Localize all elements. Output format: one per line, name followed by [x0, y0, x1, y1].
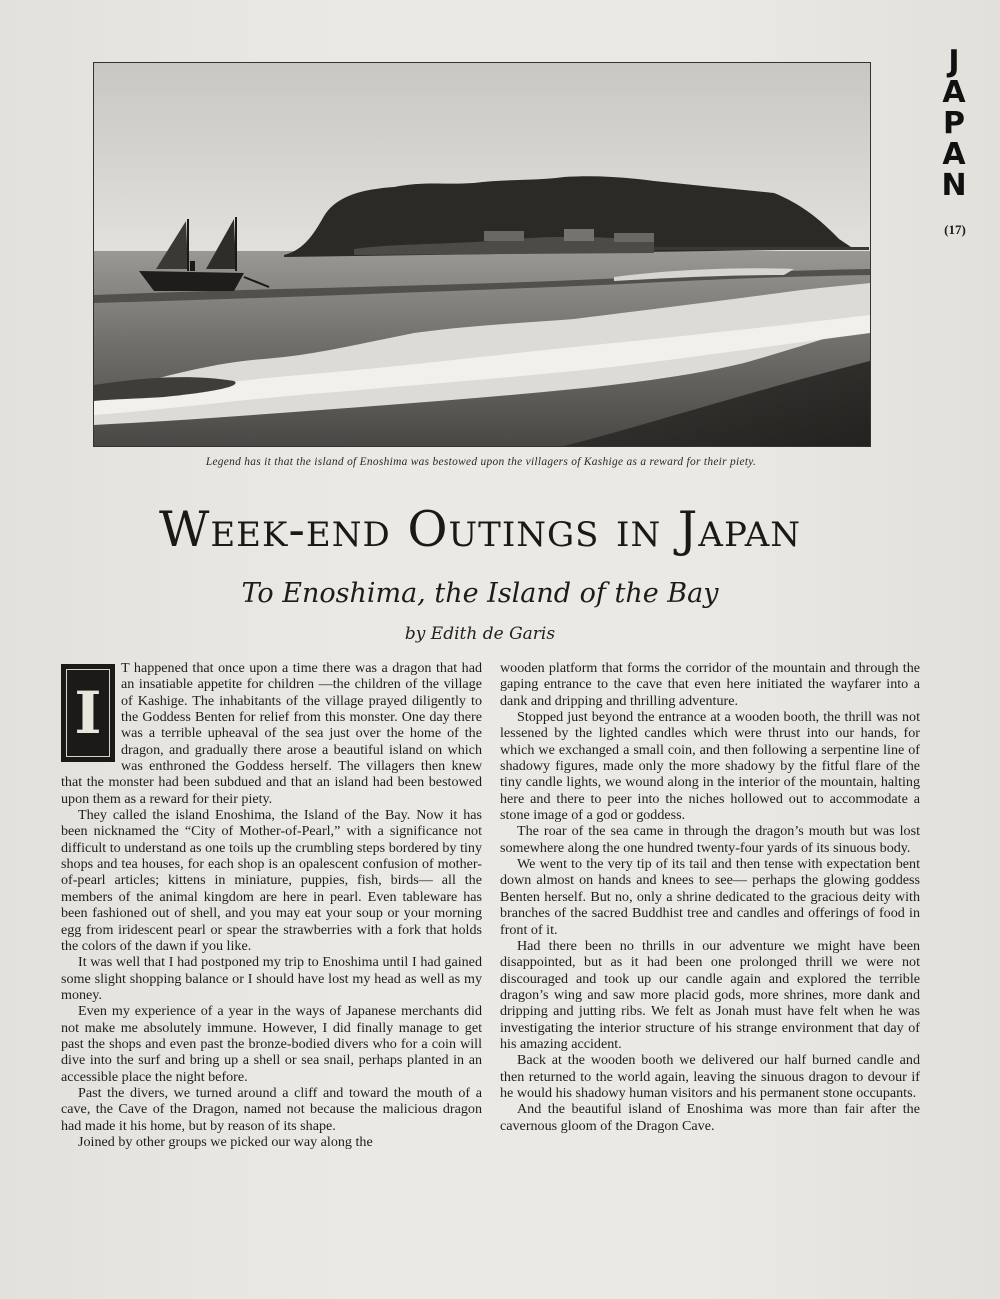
paragraph: Past the divers, we turned around a cliff and toward the mouth of a cave, the Cave of the Dragon, named not because the malicious dragon had made it his home, but by reason of its shape.: [61, 1084, 482, 1134]
paragraph: Back at the wooden booth we delivered our half burned candle and then returned to the world again, leaving the sinuous dragon to devour if he would his shadowy human visitors and his permanent stone occupants.: [500, 1052, 920, 1101]
paragraph: Stopped just beyond the entrance at a wooden booth, the thrill was not lessened by the lighted candles which were thrust into our hands, for which we exchanged a small coin, and then following a serpentine line of shadowy figures, made only the more shadowy by the fitful flare of the tiny candle lights, we wound along in the interior of the mountain, halting here and there to peer into the niches hollowed out to accommodate a stone image of a god or goddess.: [500, 709, 920, 824]
article-column-left: [61, 660, 482, 1150]
section-letter: N: [941, 168, 967, 203]
enoshima-photo: [93, 62, 871, 447]
article-column-right: [500, 660, 920, 1134]
paragraph: Even my experience of a year in the ways of Japanese merchants did not make me absolutely immune. However, I did finally manage to get past the shops and even past the bronze-bodied divers who for a coin will dive into the surf and bring up a shell or sea snail, perhaps planted in an accessible place the night before.: [61, 1003, 482, 1085]
paragraph: wooden platform that forms the corridor of the mountain and through the gaping entrance to the cave that even here initiated the wayfarer into a dank and dripping and thrilling adventure.: [500, 660, 920, 709]
section-letter: A: [942, 75, 966, 110]
paragraph: It was well that I had postponed my trip to Enoshima until I had gained some slight shopping balance or I should have lost my head as well as my money.: [61, 954, 482, 1003]
article-subtitle: To Enoshima, the Island of the Bay: [241, 578, 719, 609]
paragraph: And the beautiful island of Enoshima was more than fair after the cavernous gloom of the Dragon Cave.: [500, 1101, 920, 1134]
section-letter: J: [948, 44, 960, 79]
drop-cap-letter: I: [66, 669, 110, 757]
article-title: Week-end Outings in Japan: [158, 501, 802, 558]
paragraph: The roar of the sea came in through the dragon’s mouth but was lost somewhere along the one hundred twenty-four yards of its sinuous body.: [500, 823, 920, 856]
section-letter: P: [943, 106, 965, 141]
section-header-japan: [936, 46, 972, 201]
paragraph: Joined by other groups we picked our way along the: [78, 1133, 373, 1150]
photo-caption: Legend has it that the island of Enoshima was bestowed upon the villagers of Kashige as a reward for their piety.: [205, 456, 757, 468]
paragraph: We went to the very tip of its tail and then tense with expectation bent down almost on hands and knees to see— perhaps the glowing goddess Benten herself. But no, only a shrine dedicated to the gracious deity with branches of the sacred Buddhist tree and candles and offerings of food in front of it.: [500, 856, 920, 938]
section-letter: A: [942, 137, 966, 172]
paragraph: T happened that once upon a time there was a dragon that had an insatiable appetite for children —the children of the village of Kashige. The inhabitants of the village prayed diligently to the Goddess Benten for relief from this monster. One day there was a terrible upheaval of the sea just over the home of the dragon, and gradually there arose a beautiful island on which was enthroned the Goddess herself. The villagers then knew that the monster had been subdued and that an island had been bestowed upon them as a reward for their piety.: [61, 660, 482, 807]
paragraph: Had there been no thrills in our adventure we might have been disappointed, but as it had been one prolonged thrill we were not discouraged and took up our candle again and explored the terrible dragon’s wing and saw more placid gods, more shrines, more dank and dripping and jutting ribs. We felt as Jonah must have felt when he was investigating the interior structure of his strange environment that day of his amazing accident.: [500, 937, 920, 1052]
article-byline: by Edith de Garis: [404, 624, 556, 644]
drop-cap-ornament: [61, 664, 115, 762]
page-number: (17): [944, 222, 966, 237]
paragraph: They called the island Enoshima, the Island of the Bay. Now it has been nicknamed the “City of Mother-of-Pearl,” with a significance not difficult to understand as one toils up the crumbling steps bordered by tiny shops and tea houses, for each shop is an opalescent confusion of mother-of-pearl articles; kittens in miniature, puppies, fish, birds— all the members of the animal kingdom are here in pearl. Even tableware has been fashioned out of shell, and you may eat your soup or your morning egg from iridescent pearl or spear the strawberries with a fork that holds the colors of the dawn if you like.: [61, 807, 482, 954]
